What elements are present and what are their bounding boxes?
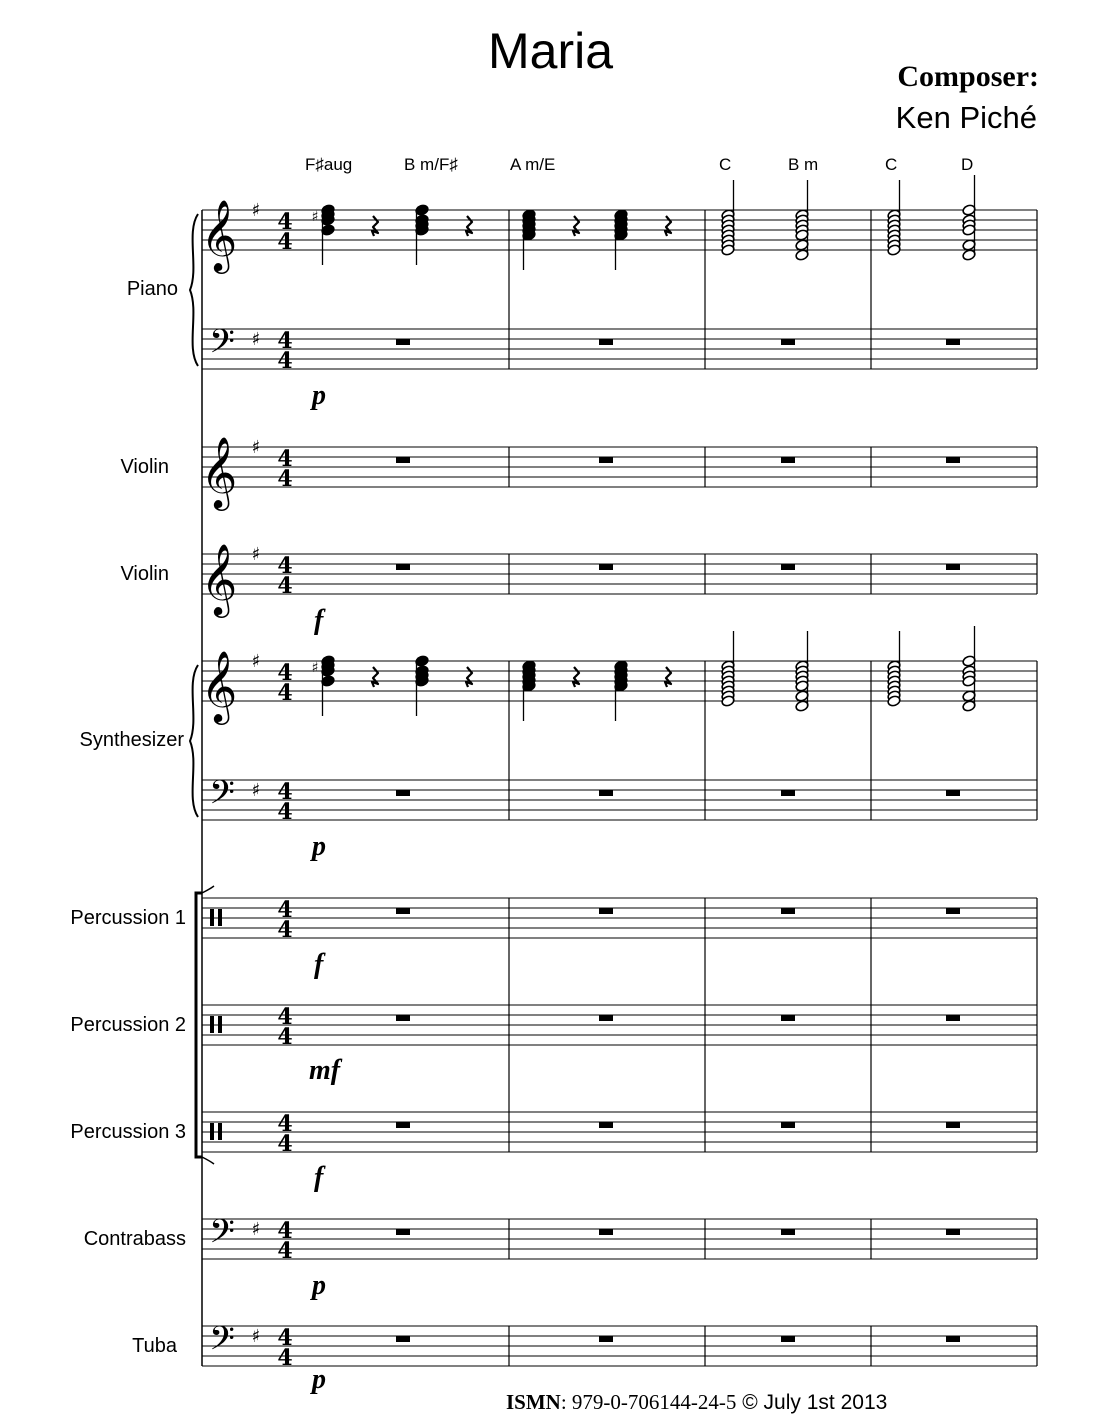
dynamic-marking: mf: [309, 1055, 341, 1086]
dynamic-marking: p: [312, 1270, 326, 1301]
quarter-rest: [372, 667, 378, 687]
quarter-rest: [573, 667, 579, 687]
sharp-key-signature: ♯: [251, 1219, 261, 1240]
time-signature-numerator: 4: [277, 1004, 293, 1030]
time-signature-denominator: 4: [277, 229, 293, 255]
quarter-rest: [372, 216, 378, 236]
treble-clef-icon: 𝄞: [200, 542, 238, 615]
time-signature-denominator: 4: [277, 1238, 293, 1264]
time-signature-denominator: 4: [277, 573, 293, 599]
instrument-label-piano: Piano: [126, 278, 178, 300]
whole-rest: [599, 457, 613, 463]
time-signature-numerator: 4: [277, 779, 293, 805]
quarter-rest: [573, 216, 579, 236]
percussion-clef-icon: [218, 909, 222, 926]
sharp-key-signature: ♯: [251, 437, 261, 458]
whole-rest: [599, 564, 613, 570]
time-signature-numerator: 4: [277, 897, 293, 923]
sharp-accidental: ♯: [311, 209, 319, 225]
dynamic-marking: f: [314, 605, 324, 636]
whole-rest: [781, 339, 795, 345]
time-signature-numerator: 4: [277, 1218, 293, 1244]
percussion-bracket: [196, 893, 202, 1157]
time-signature-numerator: 4: [277, 1111, 293, 1137]
sharp-key-signature: ♯: [251, 200, 261, 221]
whole-rest: [599, 1336, 613, 1342]
whole-rest: [781, 790, 795, 796]
whole-rest: [396, 457, 410, 463]
bracket-hook: [202, 886, 214, 893]
percussion-clef-icon: [218, 1016, 222, 1033]
whole-rest: [946, 908, 960, 914]
time-signature-denominator: 4: [277, 917, 293, 943]
time-signature-numerator: 4: [277, 446, 293, 472]
whole-rest: [396, 1122, 410, 1128]
time-signature-numerator: 4: [277, 1325, 293, 1351]
page-title: Maria: [487, 23, 614, 79]
bass-clef-icon: 𝄢: [209, 1213, 235, 1259]
time-signature-denominator: 4: [277, 348, 293, 374]
copyright-text: © July 1st 2013: [742, 1391, 888, 1414]
quarter-rest: [466, 216, 472, 236]
whole-rest: [781, 457, 795, 463]
instrument-label-percussion-3: Percussion 3: [70, 1121, 186, 1143]
whole-rest: [781, 1229, 795, 1235]
time-signature-denominator: 4: [277, 799, 293, 825]
time-signature-denominator: 4: [277, 680, 293, 706]
instrument-label-tuba: Tuba: [132, 1335, 177, 1357]
instrument-label-violin-1: Violin: [120, 456, 169, 478]
whole-rest: [781, 1336, 795, 1342]
grand-staff-brace: [190, 214, 198, 366]
quarter-rest: [665, 667, 671, 687]
whole-rest: [599, 1229, 613, 1235]
time-signature-denominator: 4: [277, 1131, 293, 1157]
instrument-label-percussion-1: Percussion 1: [70, 907, 186, 929]
whole-rest: [396, 564, 410, 570]
sharp-key-signature: ♯: [251, 780, 261, 801]
composer-label: Composer:: [897, 60, 1039, 93]
percussion-clef-icon: [210, 909, 214, 926]
time-signature-numerator: 4: [277, 660, 293, 686]
dynamic-marking: p: [312, 380, 326, 411]
time-signature-numerator: 4: [277, 209, 293, 235]
whole-rest: [946, 1336, 960, 1342]
whole-rest: [946, 564, 960, 570]
grand-staff-brace: [190, 665, 198, 817]
dynamic-marking: f: [314, 1162, 324, 1193]
time-signature-numerator: 4: [277, 553, 293, 579]
whole-rest: [781, 1015, 795, 1021]
whole-rest: [599, 790, 613, 796]
chord-symbol: D: [961, 155, 974, 174]
whole-rest: [946, 790, 960, 796]
chord-symbol: A m/E: [510, 155, 556, 174]
bracket-hook: [202, 1157, 214, 1164]
treble-clef-icon: 𝄞: [200, 649, 238, 722]
treble-clef-icon: 𝄞: [200, 435, 238, 508]
time-signature-numerator: 4: [277, 328, 293, 354]
whole-rest: [599, 1122, 613, 1128]
sharp-key-signature: ♯: [251, 1326, 261, 1347]
chord-symbol: B m/F♯: [404, 155, 458, 174]
composer-name: Ken Piché: [895, 100, 1037, 135]
time-signature-denominator: 4: [277, 466, 293, 492]
treble-clef-icon: 𝄞: [200, 198, 238, 271]
whole-rest: [781, 908, 795, 914]
whole-rest: [396, 1336, 410, 1342]
bass-clef-icon: 𝄢: [209, 323, 235, 369]
time-signature-denominator: 4: [277, 1345, 293, 1371]
sharp-key-signature: ♯: [251, 651, 261, 672]
whole-rest: [599, 339, 613, 345]
percussion-clef-icon: [218, 1123, 222, 1140]
sharp-accidental: ♯: [311, 660, 319, 676]
instrument-label-contrabass: Contrabass: [83, 1228, 186, 1250]
whole-rest: [396, 339, 410, 345]
whole-rest: [781, 1122, 795, 1128]
whole-rest: [781, 564, 795, 570]
whole-rest: [599, 1015, 613, 1021]
instrument-label-synthesizer: Synthesizer: [79, 729, 184, 751]
whole-rest: [396, 1015, 410, 1021]
whole-rest: [946, 457, 960, 463]
whole-rest: [599, 908, 613, 914]
sharp-key-signature: ♯: [251, 544, 261, 565]
whole-rest: [946, 1015, 960, 1021]
sharp-key-signature: ♯: [251, 329, 261, 350]
instrument-label-percussion-2: Percussion 2: [70, 1014, 186, 1036]
percussion-clef-icon: [210, 1123, 214, 1140]
ismn-value: : 979-0-706144-24-5: [560, 1390, 737, 1414]
percussion-clef-icon: [210, 1016, 214, 1033]
ismn-label: ISMN: [506, 1390, 561, 1414]
instrument-label-violin-2: Violin: [120, 563, 169, 585]
chord-symbol: C: [719, 155, 732, 174]
whole-rest: [396, 1229, 410, 1235]
quarter-rest: [466, 667, 472, 687]
quarter-rest: [665, 216, 671, 236]
whole-rest: [946, 1122, 960, 1128]
chord-symbol: C: [885, 155, 898, 174]
dynamic-marking: p: [312, 831, 326, 862]
dynamic-marking: f: [314, 949, 324, 980]
time-signature-denominator: 4: [277, 1024, 293, 1050]
whole-rest: [946, 1229, 960, 1235]
chord-symbol: B m: [788, 155, 819, 174]
chord-symbol: F♯aug: [305, 155, 353, 174]
whole-rest: [396, 790, 410, 796]
bass-clef-icon: 𝄢: [209, 774, 235, 820]
bass-clef-icon: 𝄢: [209, 1320, 235, 1366]
whole-rest: [396, 908, 410, 914]
whole-rest: [946, 339, 960, 345]
dynamic-marking: p: [312, 1364, 326, 1395]
